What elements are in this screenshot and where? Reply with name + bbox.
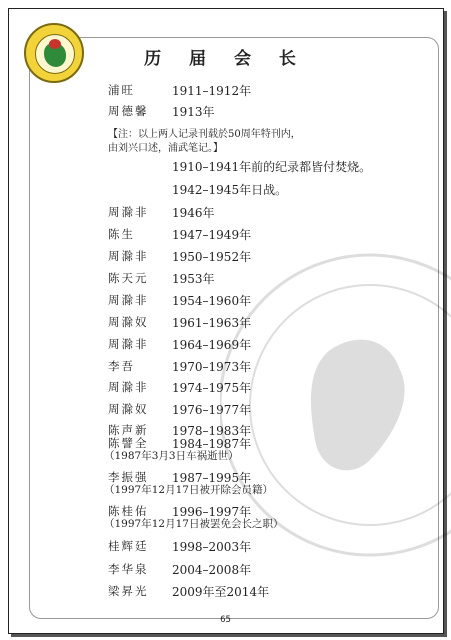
president-years: 1954–1960年 (172, 294, 252, 308)
president-remark: （1997年12月17日被罢免会长之职） (104, 518, 284, 530)
president-name: 陈天元 (108, 271, 149, 285)
president-years: 1987–1995年 (172, 471, 252, 485)
president-years: 1996–1997年 (172, 505, 252, 519)
president-name: 陈生 (108, 227, 135, 241)
president-name: 周滁非 (108, 205, 149, 219)
president-name: 陈桂佑 (108, 504, 149, 518)
president-years: 1984–1987年 (172, 437, 252, 451)
president-years: 1913年 (172, 105, 215, 119)
president-years: 1976–1977年 (172, 403, 252, 417)
president-years: 2004–2008年 (172, 563, 252, 577)
president-name: 桂辉廷 (108, 539, 149, 553)
president-remark: （1987年3月3日车祸逝世） (104, 450, 239, 462)
president-name: 浦旺 (108, 83, 135, 97)
president-name: 陈声新 (108, 423, 149, 437)
president-name: 梁昇光 (108, 584, 149, 598)
president-years: 2009年至2014年 (172, 585, 270, 599)
page-title: 历 届 会 长 (144, 49, 307, 69)
president-years: 1970–1973年 (172, 360, 252, 374)
president-name: 李振强 (108, 470, 149, 484)
president-years: 1964–1969年 (172, 338, 252, 352)
president-name: 陈譬全 (108, 436, 149, 450)
president-name: 周滁非 (108, 249, 149, 263)
president-remark: （1997年12月17日被开除会员籍） (104, 484, 273, 496)
president-name: 周德馨 (108, 104, 149, 118)
president-years: 1953年 (172, 272, 215, 286)
remark-burned: 1910–1941年前的纪录都皆付焚烧。 (172, 160, 372, 174)
president-years: 1974–1975年 (172, 381, 252, 395)
president-name: 周滁非 (108, 337, 149, 351)
president-name: 周滁奴 (108, 315, 149, 329)
president-years: 1947–1949年 (172, 228, 252, 242)
president-name: 李华泉 (108, 562, 149, 576)
president-name: 周滁非 (108, 293, 149, 307)
page-number: 65 (220, 615, 231, 625)
president-years: 1911–1912年 (172, 84, 252, 98)
note-line: 由刘兴口述，浦武笔记。】 (108, 143, 223, 154)
remark-war: 1942–1945年日战。 (172, 183, 288, 197)
president-name: 周滁奴 (108, 402, 149, 416)
president-name: 周滁非 (108, 380, 149, 394)
president-years: 1978–1983年 (172, 424, 252, 438)
president-name: 李吾 (108, 359, 135, 373)
president-years: 1998–2003年 (172, 540, 252, 554)
note-line: 【注：以上两人记录刊载於50周年特刊内， (108, 129, 301, 140)
president-years: 1950–1952年 (172, 250, 252, 264)
president-years: 1961–1963年 (172, 316, 252, 330)
president-years: 1946年 (172, 206, 215, 220)
